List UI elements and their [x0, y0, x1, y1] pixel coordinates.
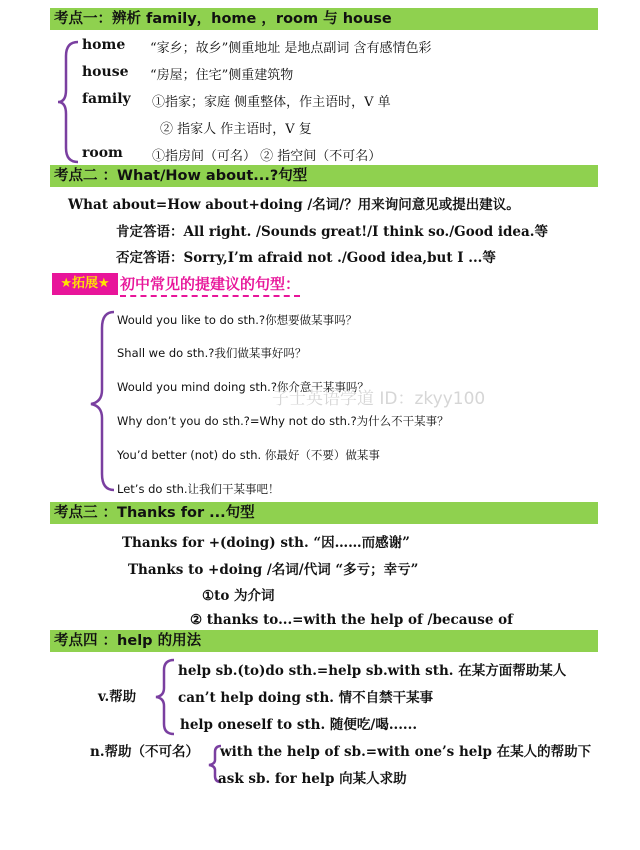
section2-header: 考点二 ：What/How about...?句型 [50, 165, 598, 187]
desc-house: “房屋；住宅”侧重建筑物 [150, 68, 294, 83]
section3-header: 考点三 ：Thanks for ...句型 [50, 502, 598, 524]
help-verb-2: can’t help doing sth. 情不自禁干某事 [178, 690, 434, 706]
word-home: home [82, 37, 126, 53]
thanks-to-equivalent-line: ② thanks to...=with the help of /because of [190, 612, 513, 628]
suggestion-5: You’d better (not) do sth. 你最好（不要）做某事 [117, 448, 380, 462]
desc-room: ①指房间（可名） ② 指空间（不可名） [152, 149, 382, 164]
section4-header: 考点四 ：help 的用法 [50, 630, 598, 652]
positive-answer-line: 肯定答语：All right. /Sounds great!/I think so./Good idea.等 [116, 224, 548, 240]
desc-home: “家乡；故乡”侧重地址 是地点副词 含有感情色彩 [150, 41, 432, 56]
verb-brace [154, 656, 178, 738]
to-preposition-line: ①to 为介词 [202, 588, 275, 604]
word-family: family [82, 91, 131, 107]
verb-label: v.帮助 [98, 689, 137, 705]
thanks-for-line: Thanks for +(doing) sth. “因……而感谢” [122, 535, 410, 551]
extension-brace [88, 306, 118, 496]
word-house: house [82, 64, 129, 80]
help-noun-1: with the help of sb.=with one’s help 在某人的帮助下 [220, 744, 592, 760]
suggestion-6: Let’s do sth.让我们干某事吧！ [117, 482, 280, 496]
what-about-line: What about=How about+doing /名词/？用来询问意见或提出建议。 [68, 197, 520, 213]
suggestion-2: Shall we do sth.?我们做某事好吗？ [117, 346, 307, 360]
help-verb-3: help oneself to sth. 随便吃/喝...... [180, 717, 418, 733]
extension-title: 初中常见的提建议的句型： [120, 273, 300, 297]
extension-badge: ★拓展★ [52, 273, 118, 295]
suggestion-1: Would you like to do sth.?你想要做某事吗？ [117, 313, 358, 327]
suggestion-3: Would you mind doing sth.?你介意干某事吗？ [117, 380, 369, 394]
negative-answer-line: 否定答语：Sorry,I’m afraid not ./Good idea,but I ...等 [116, 250, 496, 266]
suggestion-4: Why don’t you do sth.?=Why not do sth.?为什么不干某事？ [117, 414, 449, 428]
desc-family-1: ①指家；家庭 侧重整体，作主语时，V 单 [152, 95, 391, 110]
help-noun-2: ask sb. for help 向某人求助 [218, 771, 407, 787]
section1-header: 考点一：辨析 family，home ，room 与 house [50, 8, 598, 30]
desc-family-2: ② 指家人 作主语时，V 复 [160, 122, 312, 137]
help-verb-1: help sb.(to)do sth.=help sb.with sth. 在某方面帮助某人 [178, 663, 567, 679]
noun-label: n.帮助（不可名） [90, 744, 200, 760]
watermark: 子士英语学道 ID：zkyy100 [272, 389, 486, 409]
word-room: room [82, 145, 123, 161]
thanks-to-line: Thanks to +doing /名词/代词 “多亏；幸亏” [128, 562, 419, 578]
section1-brace [56, 36, 82, 168]
